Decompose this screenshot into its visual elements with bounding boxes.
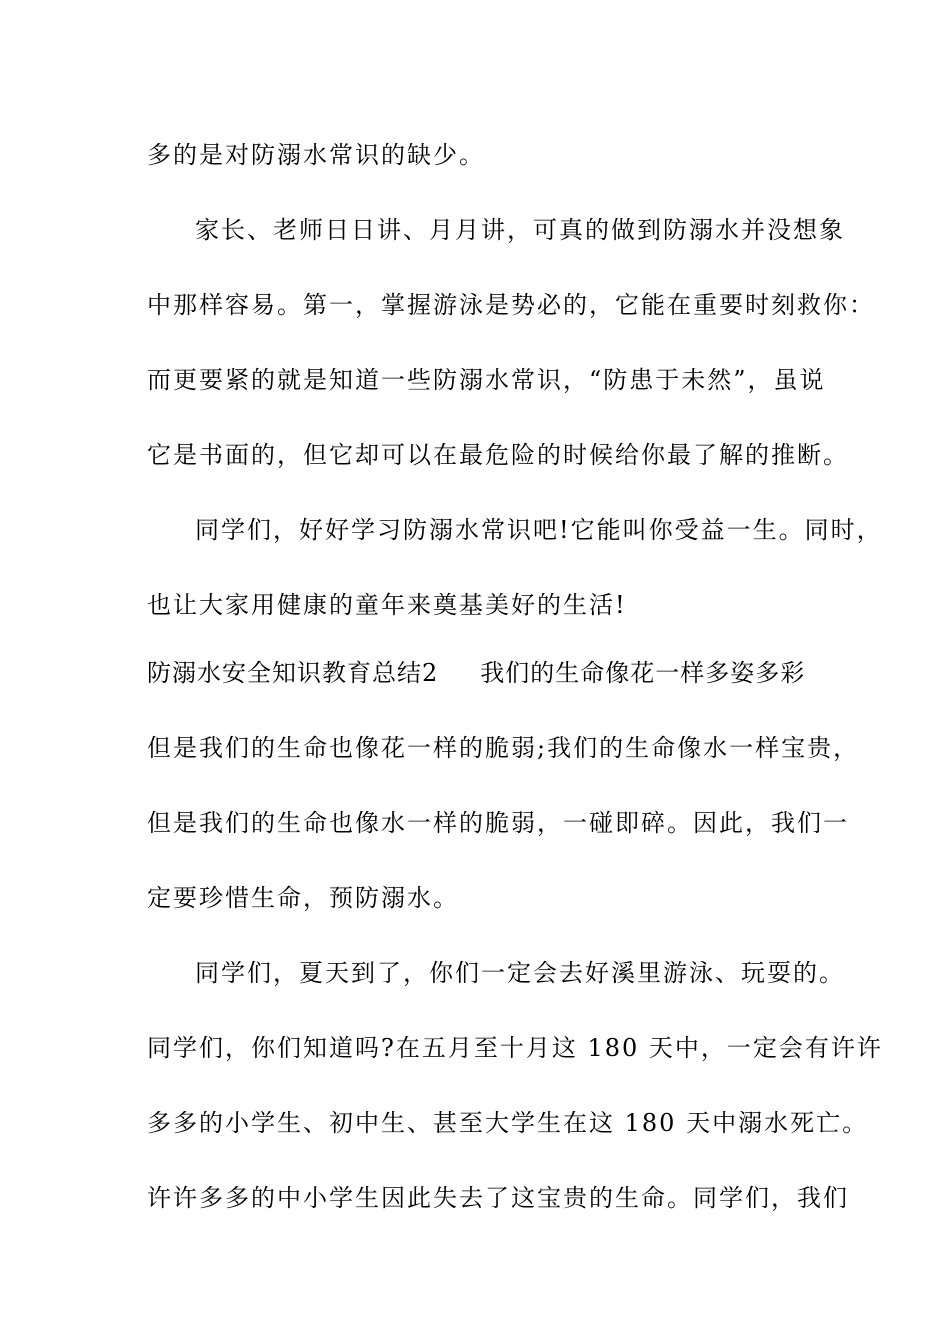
text-line-1: 多的是对防溺水常识的缺少。 (147, 141, 485, 169)
section-heading: 防溺水安全知识教育总结2 (147, 659, 439, 687)
text-line-4: 而更要紧的就是知道一些防溺水常识，“防患于未然”，虽说 (147, 366, 826, 394)
paragraph-3-first-line: 同学们，好好学习防溺水常识吧!它能叫你受益一生。同时， (195, 516, 883, 544)
text-line-9: 但是我们的生命也像花一样的脆弱;我们的生命像水一样宝贵， (147, 734, 860, 762)
paragraph-5-first-line: 同学们，夏天到了，你们一定会去好溪里游泳、玩耍的。 (195, 959, 845, 987)
paragraph-2-first-line: 家长、老师日日讲、月月讲，可真的做到防溺水并没想象 (195, 216, 845, 244)
text-line-7: 也让大家用健康的童年来奠基美好的生活! (147, 591, 627, 619)
section-first-line: 我们的生命像花一样多姿多彩 (480, 659, 806, 687)
section-heading-line (147, 653, 827, 693)
text-line-14: 多多的小学生、初中生、甚至大学生在这 180 天中溺水死亡。 (147, 1109, 869, 1137)
text-line-15: 许许多多的中小学生因此失去了这宝贵的生命。同学们，我们 (147, 1184, 849, 1212)
text-line-5: 它是书面的，但它却可以在最危险的时候给你最了解的推断。 (147, 441, 849, 469)
text-line-10: 但是我们的生命也像水一样的脆弱，一碰即碎。因此，我们一 (147, 809, 849, 837)
text-line-3: 中那样容易。第一，掌握游泳是势必的，它能在重要时刻救你： (147, 291, 875, 319)
text-line-11: 定要珍惜生命，预防溺水。 (147, 884, 459, 912)
text-line-13: 同学们，你们知道吗?在五月至十月这 180 天中，一定会有许许 (147, 1034, 883, 1062)
